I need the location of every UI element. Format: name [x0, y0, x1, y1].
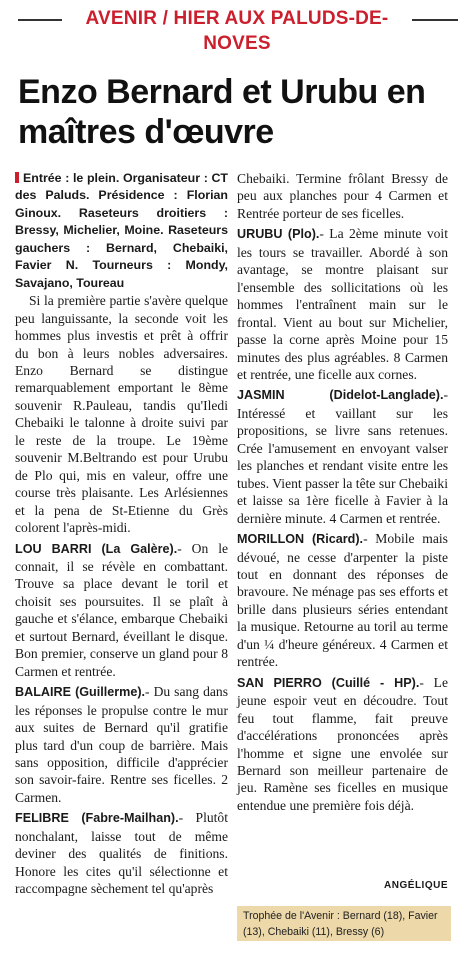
section-heading: SAN PIERRO (Cuillé - HP).: [237, 675, 420, 690]
kicker-rule-left: [18, 19, 62, 21]
section-jasmin: [237, 386, 448, 527]
kicker-text: AVENIR / HIER AUX PALUDS-DE-NOVES: [85, 8, 389, 54]
section-heading: BALAIRE (Guillerme).: [15, 685, 146, 700]
section-felibre: [15, 809, 228, 897]
section-heading: MORILLON (Ricard).: [237, 532, 364, 547]
section-heading: URUBU (Plo).: [237, 227, 320, 242]
section-balaire: [15, 683, 228, 806]
column-right: [237, 170, 448, 814]
section-felibre-continued: Chebaiki. Termine frôlant Bressy de peu aux planches pour 4 Carmen et Rentrée porteur de ses ficelles.: [237, 171, 448, 221]
section-lou-barri: [15, 540, 228, 681]
section-heading: FELIBRE (Fabre-Mailhan).: [15, 811, 179, 826]
section-san-pierro: [237, 674, 448, 815]
section-morillon: [237, 530, 448, 671]
section-body: - Du sang dans les réponses le propulse contre le mur aux suites de Bernard qu'il gratifie plus tard d'un coup de barrière. Mais sans opposition, difficile d'apprécier son savoir-faire. Rentre ses ficelles. 2 Carmen.: [15, 684, 228, 805]
section-heading: JASMIN (Didelot-Langlade).: [237, 388, 444, 403]
info-text: Entrée : le plein. Organisateur : CT des Paluds. Présidence : Florian Ginoux. Raseteurs droitiers : Bressy, Michelier, Moine. Raseteurs gauchers : Bernard, Chebaiki, Favier N. Tourneurs : Mondy, Savajano, Toureau: [15, 171, 228, 290]
column-left: [15, 170, 228, 898]
info-box: [15, 170, 228, 292]
author-signature: ANGÉLIQUE: [384, 880, 448, 891]
trophy-box: Trophée de l'Avenir : Bernard (18), Favier (13), Chebaiki (11), Bressy (6): [237, 906, 451, 941]
headline: Enzo Bernard et Urubu en maîtres d'œuvre: [18, 73, 426, 151]
kicker-rule-right: [412, 19, 458, 21]
kicker-header: [18, 6, 458, 64]
section-body: - Intéressé et vaillant sur les propositions, se livre sans retenues. Crée l'amusement en envoyant valser les planches et rendant visite entre les tubes. Vient passer la tête sur Chebaiki et laisse sa 1ère ficelle à Favier à la dernière minute. 4 Carmen et rentrée.: [237, 387, 448, 526]
section-urubu: [237, 225, 448, 383]
section-body: - Mobile mais dévoué, ne cesse d'arpenter la piste tout en donnant des réponses de bravoure. Ne ménage pas ses efforts et brille dans plusieurs séries entendant la musique. Retourne au toril au terme d'un ¼ d'heure généreux. 4 Carmen et rentrée.: [237, 531, 448, 670]
intro-paragraph: Si la première partie s'avère quelque peu languissante, la seconde voit les hommes plus investis et prêt à offrir du bon à leurs nobles adversaires. Enzo Bernard se distingue remarquablement emportant le 8ème souvenir R.Pauleau, tandis qu'Iledi Chebaiki le talonne à droite suivi par le reste de la troupe. Le 19ème souvenir M.Beltrando est pour Urubu de Plo qui, mis en valeur, offre une course très plaisante. Les Arlésiennes et la pena de St-Etienne du Grès colorent l'après-midi.: [15, 293, 228, 536]
section-body: - La 2ème minute voit les tours se travailler. Abordé à son avantage, se montre plaisant sur l'ensemble des sollicitations où les hommes l'entraînent main sur le frontal. Vient au bout sur Michelier, passe la corne après Moine pour 15 minutes des plus agréables. 8 Carmen et rentrée, une ficelle aux cornes.: [237, 226, 448, 382]
section-body: - Plutôt nonchalant, laisse tout de même deviner des qualités de finitions. Honore les cites qu'il sélectionne et raccompagne sèchement tel qu'après: [15, 810, 228, 897]
section-body: - Le jeune espoir veut en découdre. Tout feu tout flamme, fait preuve d'accélérations prononcées après l'homme et signe une envolée sur Bernard son meilleur partenaire de jeu. Ramène ses ficelles en musique entendue une première fois déjà.: [237, 674, 449, 813]
section-body: - On le connait, il se révèle en combattant. Trouve sa place devant le toril et choisit ses poursuites. Il se plaît à gauche et s'élance, embarque Chebaiki et surtout Bernard, éveillant le disque. Bon premier, conserve un gland pour 8 Carmen et rentrée.: [15, 540, 228, 679]
info-marker-icon: [15, 172, 19, 183]
section-heading: LOU BARRI (La Galère).: [15, 541, 178, 556]
